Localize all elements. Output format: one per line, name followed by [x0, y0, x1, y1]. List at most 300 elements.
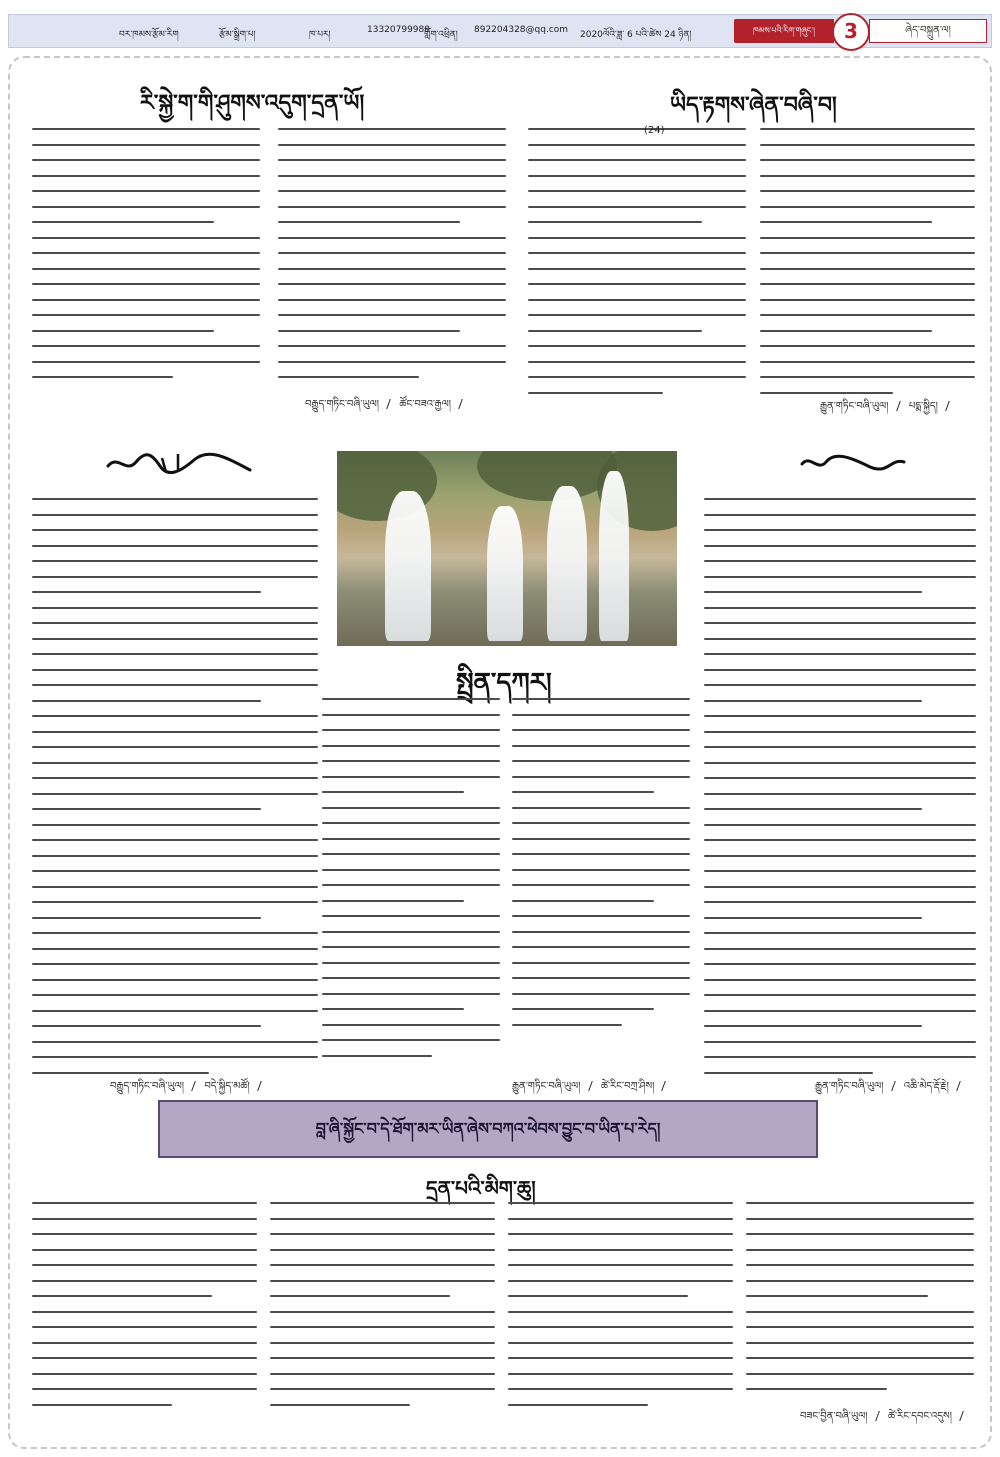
text-line [32, 591, 261, 593]
page-number: 3 [832, 13, 870, 51]
text-line [32, 932, 318, 934]
text-line [508, 1388, 733, 1390]
text-line [512, 838, 690, 840]
text-line [32, 514, 318, 516]
text-line [32, 1326, 257, 1328]
text-line [270, 1342, 495, 1344]
text-line [760, 159, 975, 161]
byline-source: བརྒྱུད་གཏིང་བཞི་ཡུལ། [305, 399, 379, 410]
text-line [32, 252, 260, 254]
text-line [746, 1373, 974, 1375]
text-line [32, 979, 318, 981]
text-line [760, 252, 975, 254]
text-line [32, 560, 318, 562]
text-line [704, 793, 976, 795]
text-line [32, 870, 318, 872]
text-line [278, 190, 506, 192]
byline-author: བདེ་སྐྱིད་མཚོ། [204, 1081, 250, 1092]
text-line [512, 962, 690, 964]
text-line [746, 1202, 974, 1204]
text-line [322, 946, 500, 948]
byline-source: རྒྱུན་གཏིང་བཞི་ཡུལ། [815, 1081, 884, 1092]
text-line [704, 1041, 976, 1043]
text-line [512, 869, 690, 871]
text-line [704, 808, 922, 810]
text-line [760, 175, 975, 177]
text-line [512, 714, 690, 716]
text-line [32, 175, 260, 177]
text-line [278, 128, 506, 130]
text-line [32, 1072, 209, 1074]
text-line [760, 299, 975, 301]
text-line [32, 268, 260, 270]
text-line [32, 1233, 257, 1235]
text-line [528, 175, 746, 177]
page-reference: (24) [644, 125, 665, 136]
text-line [746, 1249, 974, 1251]
text-line [32, 1388, 257, 1390]
text-line [270, 1233, 495, 1235]
text-line [32, 1056, 318, 1058]
text-line [704, 886, 976, 888]
byline-source: བརྒྱུད་གཏིང་བཞི་ཡུལ། [110, 1081, 184, 1092]
text-line [704, 576, 976, 578]
text-line [270, 1373, 495, 1375]
text-line [32, 361, 260, 363]
text-line [278, 299, 506, 301]
text-line [746, 1264, 974, 1266]
text-line [512, 931, 690, 933]
publisher: བར་ཁམས་རྩོམ་རིག [119, 30, 179, 40]
text-line [508, 1311, 733, 1313]
text-line [270, 1388, 495, 1390]
text-line [32, 994, 318, 996]
text-line [32, 159, 260, 161]
byline-separator [896, 401, 908, 411]
text-line [512, 1024, 622, 1026]
text-line [528, 144, 746, 146]
text-line [32, 1342, 257, 1344]
text-line [704, 855, 976, 857]
text-line [270, 1357, 495, 1359]
text-line [528, 190, 746, 192]
text-line [528, 159, 746, 161]
waterfall-photo [337, 451, 677, 646]
text-line [32, 376, 173, 378]
text-line [32, 901, 318, 903]
text-line [32, 684, 318, 686]
text-line [704, 932, 976, 934]
article-body-bottom-col3 [508, 1202, 733, 1419]
text-line [278, 175, 506, 177]
text-line [322, 977, 500, 979]
byline-author: ཚེ་རིང་བཀྲ་ཤིས། [600, 1081, 655, 1092]
text-line [32, 669, 318, 671]
text-line [512, 822, 690, 824]
text-line [704, 762, 976, 764]
text-line [704, 963, 976, 965]
text-line [760, 361, 975, 363]
editor-label: རྩོམ་སྒྲིག་པ། [219, 30, 256, 40]
text-line [270, 1249, 495, 1251]
text-line [760, 144, 975, 146]
text-line [528, 206, 746, 208]
text-line [32, 128, 260, 130]
text-line [528, 268, 746, 270]
byline-middle-right [815, 1075, 966, 1103]
text-line [704, 1025, 922, 1027]
article-body-bottom-col4 [746, 1202, 974, 1404]
text-line [32, 345, 260, 347]
text-line [32, 746, 318, 748]
text-line [512, 745, 690, 747]
text-line [704, 777, 976, 779]
byline-separator [191, 1081, 203, 1091]
byline-separator [891, 1081, 903, 1091]
text-line [508, 1249, 733, 1251]
text-line [32, 762, 318, 764]
article-title-top-right: ཡིད་རྟགས་ཞེན་བཞི་བ། [670, 93, 837, 118]
masthead [8, 14, 992, 48]
text-line [508, 1342, 733, 1344]
text-line [704, 669, 976, 671]
text-line [322, 698, 500, 700]
text-line [270, 1295, 450, 1297]
text-line [528, 361, 746, 363]
text-line [32, 1295, 212, 1297]
text-line [746, 1311, 974, 1313]
text-line [278, 330, 460, 332]
text-line [508, 1202, 733, 1204]
text-line [528, 283, 746, 285]
text-line [512, 776, 690, 778]
byline-separator [588, 1081, 600, 1091]
byline-separator [386, 399, 398, 409]
text-line [322, 745, 500, 747]
byline-source: བཟང་བྱིན་བཞི་ཡུལ། [800, 1411, 868, 1422]
text-line [270, 1326, 495, 1328]
text-line [508, 1357, 733, 1359]
text-line [508, 1295, 688, 1297]
article-title-top-left: རི་སྐྱེ་ག་གི་ཤུགས་འདུག་དྲན་ཡོ། [140, 91, 365, 116]
byline-top-right [820, 395, 955, 423]
text-line [760, 283, 975, 285]
text-line [32, 206, 260, 208]
text-line [528, 314, 746, 316]
text-line [278, 345, 506, 347]
text-line [32, 1264, 257, 1266]
text-line [32, 190, 260, 192]
text-line [322, 853, 500, 855]
article-body-middle-left [32, 498, 318, 1087]
text-line [32, 1373, 257, 1375]
byline-author: ཚོང་བཟའ་རྒྱལ། [399, 399, 451, 410]
text-line [32, 1025, 261, 1027]
article-body-middle-center-col2 [512, 698, 690, 1039]
text-line [512, 807, 690, 809]
text-line [322, 993, 500, 995]
text-line [270, 1404, 410, 1406]
text-line [270, 1280, 495, 1282]
text-line [322, 822, 500, 824]
text-line [32, 545, 318, 547]
byline-top-left [305, 393, 468, 421]
text-line [32, 731, 318, 733]
text-line [746, 1357, 974, 1359]
byline-source: རྒྱུན་གཏིང་བཞི་ཡུལ། [512, 1081, 581, 1092]
text-line [32, 886, 318, 888]
text-line [512, 698, 690, 700]
text-line [508, 1218, 733, 1220]
text-line [746, 1342, 974, 1344]
text-line [278, 361, 506, 363]
text-line [704, 715, 976, 717]
text-line [508, 1404, 648, 1406]
text-line [528, 376, 746, 378]
text-line [760, 268, 975, 270]
text-line [512, 760, 690, 762]
article-body-middle-right [704, 498, 976, 1087]
calligraphic-heading-left [104, 448, 254, 478]
text-line [704, 700, 922, 702]
text-line [322, 776, 500, 778]
text-line [32, 498, 318, 500]
text-line [760, 330, 932, 332]
text-line [32, 221, 214, 223]
text-line [704, 948, 976, 950]
text-line [746, 1218, 974, 1220]
text-line [704, 1010, 976, 1012]
text-line [322, 1055, 432, 1057]
text-line [704, 653, 976, 655]
text-line [760, 392, 893, 394]
text-line [32, 1280, 257, 1282]
text-line [704, 901, 976, 903]
text-line [746, 1233, 974, 1235]
text-line [32, 1404, 172, 1406]
text-line [704, 514, 976, 516]
text-line [32, 653, 318, 655]
byline-middle-center [512, 1075, 671, 1103]
text-line [322, 915, 500, 917]
text-line [512, 1008, 654, 1010]
text-line [508, 1373, 733, 1375]
text-line [278, 237, 506, 239]
text-line [760, 190, 975, 192]
text-line [32, 638, 318, 640]
text-line [32, 330, 214, 332]
text-line [32, 963, 318, 965]
text-line [322, 807, 500, 809]
text-line [528, 330, 702, 332]
text-line [704, 529, 976, 531]
text-line [322, 869, 500, 871]
text-line [704, 994, 976, 996]
article-subhead-bottom: དྲན་པའི་མིག་ཆུ། [426, 1176, 536, 1200]
text-line [512, 915, 690, 917]
text-line [322, 760, 500, 762]
text-line [704, 638, 976, 640]
text-line [32, 299, 260, 301]
text-line [270, 1311, 495, 1313]
calligraphic-heading-right [798, 448, 908, 478]
text-line [32, 144, 260, 146]
text-line [270, 1264, 495, 1266]
text-line [322, 714, 500, 716]
email-label: གློག་འཕྲིན། [424, 30, 458, 40]
text-line [704, 498, 976, 500]
text-line [322, 931, 500, 933]
text-line [760, 314, 975, 316]
text-line [32, 700, 261, 702]
text-line [278, 314, 506, 316]
text-line [704, 1072, 873, 1074]
text-line [508, 1233, 733, 1235]
text-line [512, 884, 690, 886]
text-line [32, 1249, 257, 1251]
article-body-bottom-col2 [270, 1202, 495, 1419]
text-line [32, 607, 318, 609]
text-line [322, 962, 500, 964]
byline-middle-left [110, 1075, 267, 1103]
text-line [512, 993, 690, 995]
text-line [760, 376, 975, 378]
text-line [278, 283, 506, 285]
phone-label: ཁ་པར། [309, 30, 331, 40]
article-body-top-right-col1 [528, 128, 746, 407]
text-line [270, 1202, 495, 1204]
banner-headline: བླ་ཞི་སྐྱོང་བ་དེ་ཐོག་མར་ཡིན་ཞེས་བཀའ་ཕེབས་བྱུང་བ་ཡིན་པ་རེད། [158, 1100, 818, 1158]
text-line [32, 777, 318, 779]
text-line [32, 824, 318, 826]
text-line [704, 839, 976, 841]
text-line [32, 529, 318, 531]
text-line [528, 128, 746, 130]
text-line [32, 283, 260, 285]
text-line [512, 977, 690, 979]
byline-source: རྒྱུན་གཏིང་བཞི་ཡུལ། [820, 401, 889, 412]
text-line [32, 917, 261, 919]
article-body-top-left-col2 [278, 128, 506, 392]
text-line [32, 948, 318, 950]
text-line [32, 855, 318, 857]
text-line [32, 808, 261, 810]
byline-separator [875, 1411, 887, 1421]
text-line [704, 1056, 976, 1058]
text-line [508, 1264, 733, 1266]
text-line [704, 824, 976, 826]
text-line [746, 1295, 928, 1297]
text-line [278, 252, 506, 254]
text-line [508, 1326, 733, 1328]
text-line [760, 345, 975, 347]
text-line [746, 1388, 887, 1390]
text-line [704, 591, 922, 593]
rubric-label: ཞེད་བསྐྲུན་ལ། [869, 19, 987, 43]
text-line [32, 715, 318, 717]
text-line [760, 128, 975, 130]
text-line [32, 793, 318, 795]
text-line [278, 144, 506, 146]
text-line [32, 1010, 318, 1012]
text-line [704, 545, 976, 547]
text-line [278, 206, 506, 208]
section-badge: ཁམས་པའི་རིག་གཞུང་། [734, 19, 834, 43]
text-line [278, 221, 460, 223]
text-line [760, 237, 975, 239]
text-line [704, 731, 976, 733]
text-line [322, 729, 500, 731]
text-line [32, 1202, 257, 1204]
text-line [704, 622, 976, 624]
text-line [746, 1280, 974, 1282]
text-line [32, 1357, 257, 1359]
email-address: 892204328@qq.com [474, 25, 569, 35]
byline-author: པདྨ་སྐྱིད། [908, 401, 938, 412]
text-line [528, 299, 746, 301]
text-line [32, 839, 318, 841]
text-line [760, 206, 975, 208]
article-body-top-right-col2 [760, 128, 975, 407]
text-line [512, 946, 690, 948]
text-line [528, 392, 663, 394]
text-line [322, 900, 464, 902]
text-line [32, 622, 318, 624]
text-line [760, 221, 932, 223]
text-line [704, 684, 976, 686]
text-line [278, 376, 419, 378]
text-line [32, 314, 260, 316]
text-line [32, 237, 260, 239]
text-line [746, 1326, 974, 1328]
text-line [322, 1039, 500, 1041]
text-line [512, 900, 654, 902]
article-title-middle-center: སྤྲིན་དཀར། [456, 668, 552, 698]
text-line [512, 853, 690, 855]
text-line [704, 917, 922, 919]
text-line [704, 560, 976, 562]
text-line [278, 268, 506, 270]
text-line [528, 345, 746, 347]
text-line [704, 607, 976, 609]
issue-date: 2020ལོའི་ཟླ་ 6 པའི་ཚེས 24 ཉིན། [580, 30, 692, 40]
article-body-top-left-col1 [32, 128, 260, 392]
text-line [322, 884, 500, 886]
byline-bottom [800, 1405, 969, 1433]
text-line [278, 159, 506, 161]
text-line [270, 1218, 495, 1220]
article-body-middle-center-col1 [322, 698, 500, 1070]
text-line [704, 870, 976, 872]
text-line [512, 729, 690, 731]
phone-number: 13320799988 [367, 25, 430, 35]
text-line [32, 1218, 257, 1220]
text-line [32, 1311, 257, 1313]
text-line [322, 1008, 464, 1010]
byline-author: འཆི་མེད་རྡོ་རྗེ། [903, 1081, 949, 1092]
text-line [512, 791, 654, 793]
text-line [528, 221, 702, 223]
text-line [32, 576, 318, 578]
article-body-bottom-col1 [32, 1202, 257, 1419]
text-line [528, 252, 746, 254]
text-line [32, 1041, 318, 1043]
byline-author: ཚེ་རིང་དབང་འདུས། [887, 1411, 953, 1422]
text-line [704, 979, 976, 981]
text-line [322, 791, 464, 793]
text-line [508, 1280, 733, 1282]
text-line [528, 237, 746, 239]
